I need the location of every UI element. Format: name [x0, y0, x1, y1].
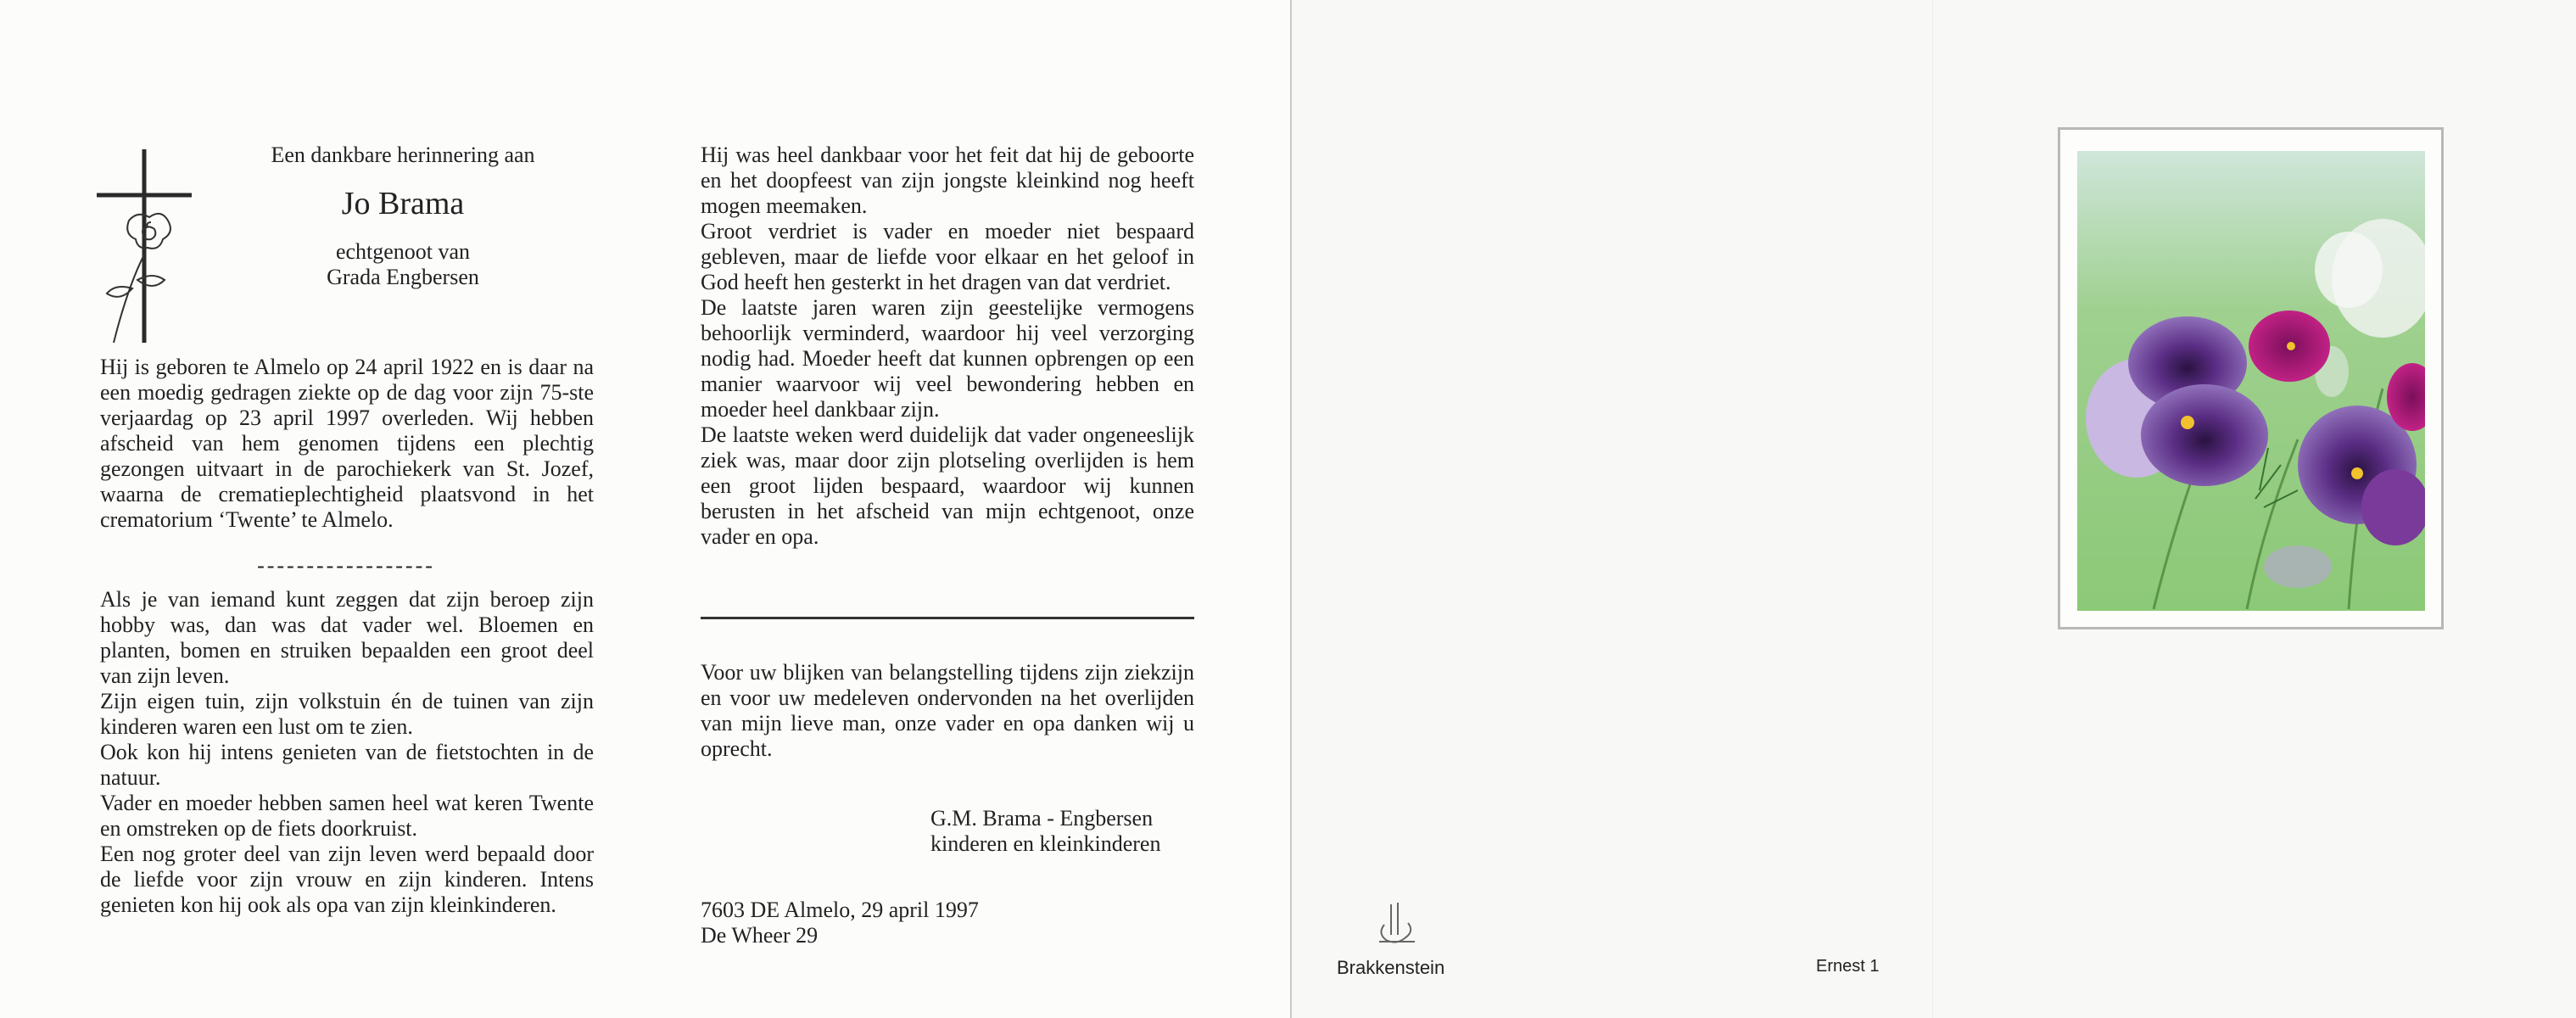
- thanks-paragraph: Voor uw blijken van belangstelling tijdens zijn ziekzijn en voor uw medeleven ondervonden na het overlijden van mijn lieve man, onze vader en opa danken wij u oprecht.: [701, 660, 1194, 761]
- photo-frame: [2058, 127, 2444, 629]
- family-paragraph: De laatste jaren waren zijn geestelijke vermogens behoorlijk verminderd, waardoor hij veel verzorging nodig had. Moeder heeft dat kunnen opbrengen op een manier waarvoor wij veel bewondering hebben en moeder heel dankbaar zijn.: [701, 295, 1194, 422]
- horizontal-rule: [701, 617, 1194, 619]
- address-line: 7603 DE Almelo, 29 april 1997: [701, 898, 979, 922]
- inner-fold: [1932, 0, 1933, 1018]
- spouse-label: echtgenoot van: [335, 239, 471, 264]
- family-text: [701, 143, 1194, 550]
- cross-icon: [95, 146, 205, 350]
- publisher-logo-icon: [1374, 899, 1420, 950]
- hobby-paragraph: Vader en moeder hebben samen heel wat keren Twente en omstreken op de fiets doorkruist.: [100, 791, 594, 841]
- family-paragraph: De laatste weken werd duidelijk dat vader ongeneeslijk ziek was, maar door zijn plotseling overlijden is hem een groot lijden bespaard, waardoor wij kunnen berusten in het afscheid van mijn echtgenoot, onze vader en opa.: [701, 422, 1194, 549]
- card-header: [229, 143, 577, 290]
- hobby-paragraph: Zijn eigen tuin, zijn volkstuin én de tuinen van zijn kinderen waren een lust om te zien.: [100, 689, 594, 739]
- intro-text: Een dankbare herinnering aan: [271, 143, 535, 167]
- thanks-text: [701, 660, 1194, 762]
- biography-paragraph: Hij is geboren te Almelo op 24 april 1922 en is daar na een moedig gedragen ziekte op de dag voor zijn 75-ste verjaardag op 23 april 1997 overleden. Wij hebben afscheid van hem genomen tijdens een plechtig gezongen uitvaart in de parochiekerk van St. Jozef, waarna de crematieplechtigheid plaatsvond in het crematorium ‘Twente’ te Almelo.: [100, 355, 594, 532]
- address-line: De Wheer 29: [701, 923, 819, 948]
- card-code: Ernest 1: [1816, 957, 1880, 976]
- family-paragraph: Groot verdriet is vader en moeder niet bespaard gebleven, maar de liefde voor elkaar en het geloof in God heeft hen gesterkt in het dragen van dat verdriet.: [701, 219, 1194, 294]
- hobby-paragraph: Ook kon hij intens genieten van de fietstochten in de natuur.: [100, 740, 594, 790]
- hobby-text: [100, 587, 594, 918]
- spouse-name: Grada Engbersen: [327, 265, 479, 289]
- rose-icon: [107, 214, 170, 343]
- signature: [930, 806, 1160, 857]
- signature-line: G.M. Brama - Engbersen: [930, 806, 1154, 831]
- biography-text: [100, 355, 594, 533]
- hobby-paragraph: Een nog groter deel van zijn leven werd bepaald door de liefde voor zijn vrouw en zijn kinderen. Intens genieten kon hij ook als opa van zijn kleinkinderen.: [100, 842, 594, 917]
- address: [701, 898, 979, 948]
- hobby-paragraph: Als je van iemand kunt zeggen dat zijn beroep zijn hobby was, dan was dat vader wel. Bloemen en planten, bomen en struiken bepaalden een groot deel van zijn leven.: [100, 587, 594, 688]
- deceased-name: Jo Brama: [341, 186, 465, 221]
- pansy-photo: [2077, 151, 2425, 611]
- family-paragraph: Hij was heel dankbaar voor het feit dat hij de geboorte en het doopfeest van zijn jongste kleinkind nog heeft mogen meemaken.: [701, 143, 1194, 218]
- pansy-magenta: [2249, 310, 2330, 382]
- dashed-separator: ------------------: [257, 553, 435, 578]
- publisher-name: Brakkenstein: [1337, 957, 1445, 978]
- signature-line: kinderen en kleinkinderen: [930, 831, 1161, 856]
- page-fold: [1290, 0, 1292, 1018]
